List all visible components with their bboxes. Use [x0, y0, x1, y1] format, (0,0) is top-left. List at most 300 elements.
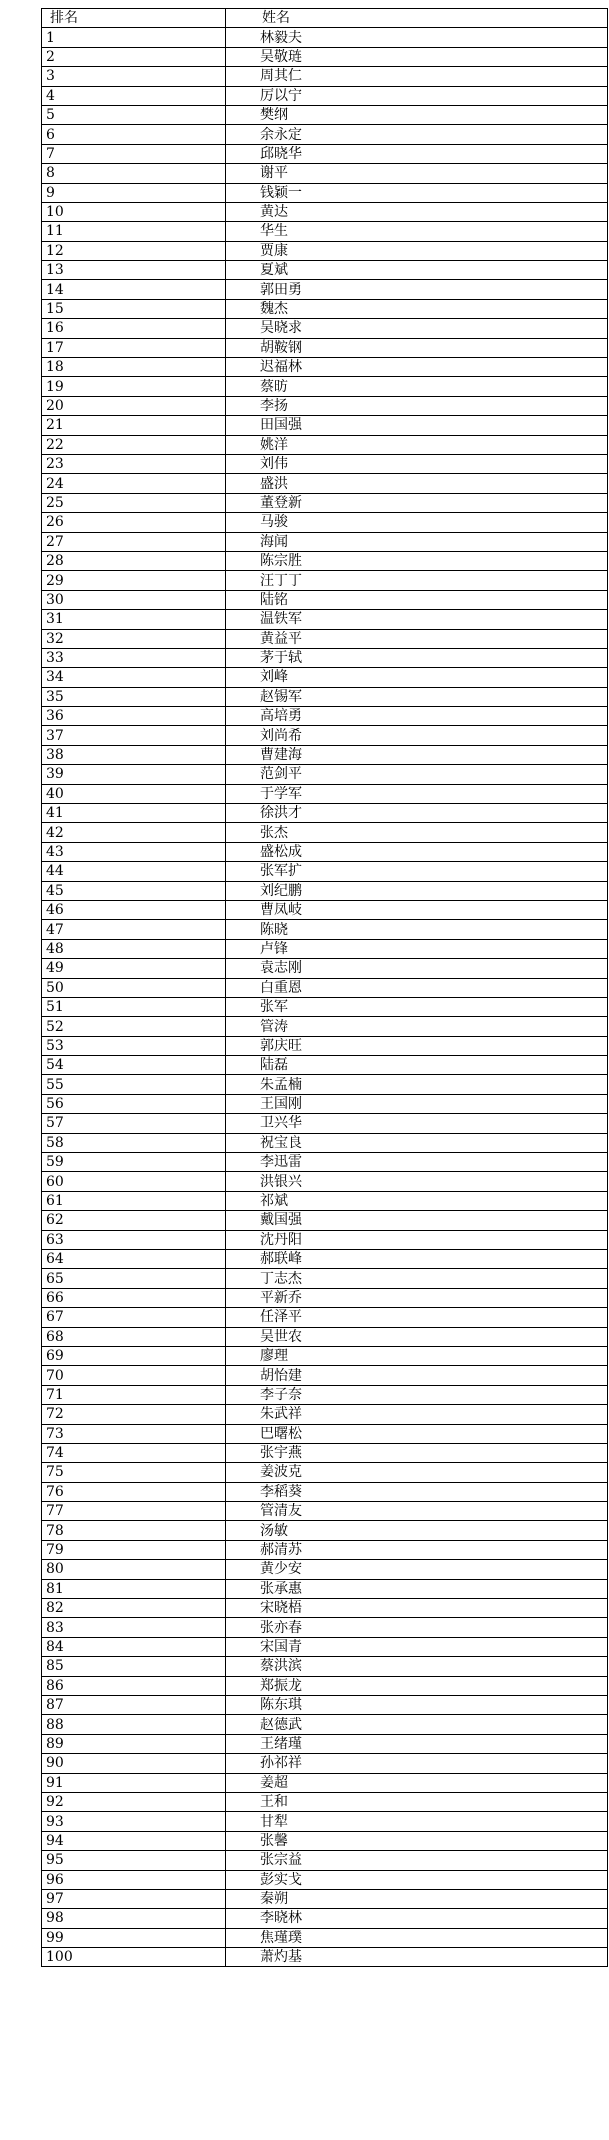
name-cell: 胡鞍钢: [226, 338, 608, 357]
name-cell: 蔡洪滨: [226, 1657, 608, 1676]
name-cell: 高培勇: [226, 707, 608, 726]
rank-cell: 47: [42, 920, 226, 939]
name-cell: 蔡昉: [226, 377, 608, 396]
name-cell: 于学军: [226, 784, 608, 803]
name-cell: 魏杰: [226, 299, 608, 318]
table-row: [42, 1831, 608, 1850]
table-row: [42, 648, 608, 667]
rank-cell: 13: [42, 261, 226, 280]
table-row: [42, 396, 608, 415]
table-row: [42, 881, 608, 900]
name-cell: 平新乔: [226, 1288, 608, 1307]
name-cell: 焦瑾璞: [226, 1928, 608, 1947]
table-row: [42, 1230, 608, 1249]
rank-cell: 9: [42, 183, 226, 202]
rank-cell: 98: [42, 1909, 226, 1928]
table-row: [42, 1172, 608, 1191]
rank-cell: 8: [42, 164, 226, 183]
rank-cell: 96: [42, 1870, 226, 1889]
name-cell: 盛洪: [226, 474, 608, 493]
table-row: [42, 319, 608, 338]
table-row: [42, 1521, 608, 1540]
name-cell: 张亦春: [226, 1618, 608, 1637]
table-row: [42, 164, 608, 183]
rank-cell: 40: [42, 784, 226, 803]
rank-cell: 64: [42, 1250, 226, 1269]
table-row: [42, 261, 608, 280]
table-row: [42, 784, 608, 803]
name-cell: 茅于轼: [226, 648, 608, 667]
name-cell: 袁志刚: [226, 959, 608, 978]
rank-cell: 71: [42, 1385, 226, 1404]
table-row: [42, 435, 608, 454]
name-cell: 赵德武: [226, 1715, 608, 1734]
name-cell: 厉以宁: [226, 86, 608, 105]
table-row: [42, 28, 608, 47]
name-cell: 范剑平: [226, 765, 608, 784]
table-row: [42, 1909, 608, 1928]
rank-cell: 70: [42, 1366, 226, 1385]
table-row: [42, 1017, 608, 1036]
name-cell: 朱孟楠: [226, 1075, 608, 1094]
rank-cell: 19: [42, 377, 226, 396]
table-row: [42, 1424, 608, 1443]
rank-cell: 77: [42, 1502, 226, 1521]
table-row: [42, 222, 608, 241]
rank-cell: 78: [42, 1521, 226, 1540]
name-cell: 陈东琪: [226, 1695, 608, 1714]
name-cell: 卫兴华: [226, 1114, 608, 1133]
table-row: [42, 571, 608, 590]
table-row: [42, 1792, 608, 1811]
table-row: [42, 183, 608, 202]
name-cell: 祁斌: [226, 1191, 608, 1210]
name-cell: 郑振龙: [226, 1676, 608, 1695]
name-cell: 黄少安: [226, 1560, 608, 1579]
table-row: [42, 590, 608, 609]
name-cell: 张军: [226, 997, 608, 1016]
name-cell: 黄益平: [226, 629, 608, 648]
rank-cell: 39: [42, 765, 226, 784]
table-row: [42, 1075, 608, 1094]
rank-cell: 30: [42, 590, 226, 609]
table-row: [42, 939, 608, 958]
rank-cell: 81: [42, 1579, 226, 1598]
table-row: [42, 1308, 608, 1327]
table-row: [42, 1502, 608, 1521]
table-row: [42, 1657, 608, 1676]
rank-cell: 49: [42, 959, 226, 978]
rank-cell: 76: [42, 1482, 226, 1501]
rank-cell: 34: [42, 668, 226, 687]
table-row: [42, 1133, 608, 1152]
name-cell: 曹建海: [226, 745, 608, 764]
rank-cell: 23: [42, 454, 226, 473]
rank-cell: 95: [42, 1851, 226, 1870]
table-row: [42, 1695, 608, 1714]
name-cell: 徐洪才: [226, 804, 608, 823]
rank-cell: 52: [42, 1017, 226, 1036]
table-row: [42, 997, 608, 1016]
table-row: [42, 1366, 608, 1385]
table-row: [42, 125, 608, 144]
rank-cell: 48: [42, 939, 226, 958]
name-cell: 王绪瑾: [226, 1734, 608, 1753]
table-row: [42, 47, 608, 66]
rank-cell: 37: [42, 726, 226, 745]
rank-cell: 18: [42, 358, 226, 377]
rank-cell: 61: [42, 1191, 226, 1210]
rank-cell: 2: [42, 47, 226, 66]
rank-cell: 93: [42, 1812, 226, 1831]
table-row: [42, 1812, 608, 1831]
rank-cell: 27: [42, 532, 226, 551]
rank-cell: 75: [42, 1463, 226, 1482]
rank-cell: 58: [42, 1133, 226, 1152]
table-row: [42, 823, 608, 842]
name-cell: 姜波克: [226, 1463, 608, 1482]
rank-cell: 62: [42, 1211, 226, 1230]
name-cell: 樊纲: [226, 105, 608, 124]
name-cell: 谢平: [226, 164, 608, 183]
table-row: [42, 726, 608, 745]
name-cell: 周其仁: [226, 67, 608, 86]
rank-cell: 85: [42, 1657, 226, 1676]
table-row: [42, 668, 608, 687]
name-cell: 刘峰: [226, 668, 608, 687]
table-row: [42, 1327, 608, 1346]
rank-cell: 50: [42, 978, 226, 997]
table-row: [42, 1870, 608, 1889]
table-row: [42, 299, 608, 318]
rank-cell: 72: [42, 1405, 226, 1424]
table-row: [42, 804, 608, 823]
table-row: [42, 1676, 608, 1695]
rank-cell: 89: [42, 1734, 226, 1753]
rank-cell: 79: [42, 1540, 226, 1559]
name-cell: 林毅夫: [226, 28, 608, 47]
table-row: [42, 454, 608, 473]
name-cell: 张杰: [226, 823, 608, 842]
rank-cell: 11: [42, 222, 226, 241]
rank-cell: 87: [42, 1695, 226, 1714]
rank-cell: 20: [42, 396, 226, 415]
name-cell: 贾康: [226, 241, 608, 260]
header-row: [42, 9, 608, 28]
name-cell: 刘纪鹏: [226, 881, 608, 900]
table-row: [42, 416, 608, 435]
rank-cell: 1: [42, 28, 226, 47]
table-header: [42, 9, 608, 28]
name-cell: 陈晓: [226, 920, 608, 939]
name-cell: 祝宝良: [226, 1133, 608, 1152]
rank-cell: 5: [42, 105, 226, 124]
table-row: [42, 1754, 608, 1773]
rank-cell: 10: [42, 202, 226, 221]
table-row: [42, 377, 608, 396]
rank-cell: 22: [42, 435, 226, 454]
table-row: [42, 202, 608, 221]
table-row: [42, 1579, 608, 1598]
table-row: [42, 1734, 608, 1753]
ranking-table: [41, 8, 608, 1967]
rank-cell: 63: [42, 1230, 226, 1249]
name-cell: 董登新: [226, 493, 608, 512]
table-row: [42, 532, 608, 551]
table-row: [42, 1443, 608, 1462]
table-row: [42, 610, 608, 629]
name-cell: 姜超: [226, 1773, 608, 1792]
name-cell: 张馨: [226, 1831, 608, 1850]
table-row: [42, 551, 608, 570]
table-row: [42, 978, 608, 997]
name-cell: 张宗益: [226, 1851, 608, 1870]
table-row: [42, 280, 608, 299]
name-cell: 王和: [226, 1792, 608, 1811]
table-row: [42, 1482, 608, 1501]
name-cell: 汤敏: [226, 1521, 608, 1540]
name-cell: 温铁军: [226, 610, 608, 629]
table-row: [42, 1928, 608, 1947]
rank-cell: 46: [42, 900, 226, 919]
rank-cell: 32: [42, 629, 226, 648]
name-cell: 李子奈: [226, 1385, 608, 1404]
table-row: [42, 86, 608, 105]
name-cell: 李晓林: [226, 1909, 608, 1928]
table-body: [42, 28, 608, 1967]
name-cell: 秦朔: [226, 1889, 608, 1908]
table-row: [42, 629, 608, 648]
rank-cell: 82: [42, 1599, 226, 1618]
rank-cell: 88: [42, 1715, 226, 1734]
name-cell: 廖理: [226, 1346, 608, 1365]
table-row: [42, 1288, 608, 1307]
name-cell: 田国强: [226, 416, 608, 435]
table-row: [42, 338, 608, 357]
name-cell: 李扬: [226, 396, 608, 415]
table-row: [42, 1036, 608, 1055]
name-cell: 邱晓华: [226, 144, 608, 163]
table-row: [42, 900, 608, 919]
name-cell: 刘伟: [226, 454, 608, 473]
table-row: [42, 1153, 608, 1172]
name-cell: 钱颖一: [226, 183, 608, 202]
rank-cell: 7: [42, 144, 226, 163]
rank-cell: 67: [42, 1308, 226, 1327]
name-cell: 萧灼基: [226, 1948, 608, 1967]
rank-cell: 97: [42, 1889, 226, 1908]
table-row: [42, 687, 608, 706]
rank-cell: 41: [42, 804, 226, 823]
name-cell: 盛松成: [226, 842, 608, 861]
name-cell: 宋晓梧: [226, 1599, 608, 1618]
name-cell: 郝联峰: [226, 1250, 608, 1269]
name-cell: 李迅雷: [226, 1153, 608, 1172]
name-cell: 马骏: [226, 513, 608, 532]
name-cell: 白重恩: [226, 978, 608, 997]
table-row: [42, 1405, 608, 1424]
rank-cell: 33: [42, 648, 226, 667]
rank-cell: 100: [42, 1948, 226, 1967]
rank-cell: 44: [42, 862, 226, 881]
table-row: [42, 1773, 608, 1792]
table-row: [42, 1560, 608, 1579]
rank-cell: 65: [42, 1269, 226, 1288]
name-cell: 朱武祥: [226, 1405, 608, 1424]
name-cell: 吴敬琏: [226, 47, 608, 66]
table-row: [42, 1637, 608, 1656]
rank-cell: 16: [42, 319, 226, 338]
name-cell: 海闻: [226, 532, 608, 551]
rank-cell: 6: [42, 125, 226, 144]
table-row: [42, 1618, 608, 1637]
rank-cell: 91: [42, 1773, 226, 1792]
name-cell: 曹凤岐: [226, 900, 608, 919]
table-row: [42, 144, 608, 163]
table-row: [42, 1463, 608, 1482]
rank-cell: 60: [42, 1172, 226, 1191]
table-row: [42, 67, 608, 86]
table-row: [42, 1346, 608, 1365]
rank-cell: 73: [42, 1424, 226, 1443]
table-row: [42, 707, 608, 726]
rank-cell: 80: [42, 1560, 226, 1579]
rank-cell: 83: [42, 1618, 226, 1637]
table-row: [42, 1250, 608, 1269]
rank-cell: 74: [42, 1443, 226, 1462]
rank-cell: 57: [42, 1114, 226, 1133]
rank-cell: 66: [42, 1288, 226, 1307]
rank-cell: 42: [42, 823, 226, 842]
header-rank: 排名: [42, 9, 226, 28]
name-cell: 华生: [226, 222, 608, 241]
name-cell: 宋国青: [226, 1637, 608, 1656]
rank-cell: 43: [42, 842, 226, 861]
table-row: [42, 1269, 608, 1288]
rank-cell: 38: [42, 745, 226, 764]
rank-cell: 86: [42, 1676, 226, 1695]
header-name: 姓名: [226, 9, 608, 28]
table-row: [42, 1385, 608, 1404]
name-cell: 郭田勇: [226, 280, 608, 299]
rank-cell: 54: [42, 1056, 226, 1075]
table-row: [42, 1114, 608, 1133]
rank-cell: 3: [42, 67, 226, 86]
rank-cell: 28: [42, 551, 226, 570]
name-cell: 陈宗胜: [226, 551, 608, 570]
table-row: [42, 765, 608, 784]
rank-cell: 68: [42, 1327, 226, 1346]
name-cell: 戴国强: [226, 1211, 608, 1230]
name-cell: 卢锋: [226, 939, 608, 958]
rank-cell: 15: [42, 299, 226, 318]
rank-cell: 90: [42, 1754, 226, 1773]
rank-cell: 69: [42, 1346, 226, 1365]
rank-cell: 12: [42, 241, 226, 260]
name-cell: 郝清苏: [226, 1540, 608, 1559]
name-cell: 吴世农: [226, 1327, 608, 1346]
rank-cell: 45: [42, 881, 226, 900]
rank-cell: 92: [42, 1792, 226, 1811]
name-cell: 沈丹阳: [226, 1230, 608, 1249]
rank-cell: 53: [42, 1036, 226, 1055]
name-cell: 管清友: [226, 1502, 608, 1521]
table-row: [42, 1540, 608, 1559]
name-cell: 吴晓求: [226, 319, 608, 338]
table-row: [42, 105, 608, 124]
name-cell: 余永定: [226, 125, 608, 144]
table-row: [42, 842, 608, 861]
table-row: [42, 474, 608, 493]
rank-cell: 36: [42, 707, 226, 726]
rank-cell: 51: [42, 997, 226, 1016]
name-cell: 巴曙松: [226, 1424, 608, 1443]
name-cell: 张承惠: [226, 1579, 608, 1598]
name-cell: 黄达: [226, 202, 608, 221]
name-cell: 陆磊: [226, 1056, 608, 1075]
table-row: [42, 1094, 608, 1113]
name-cell: 张宇燕: [226, 1443, 608, 1462]
rank-cell: 21: [42, 416, 226, 435]
name-cell: 郭庆旺: [226, 1036, 608, 1055]
table-row: [42, 745, 608, 764]
name-cell: 刘尚希: [226, 726, 608, 745]
name-cell: 彭实戈: [226, 1870, 608, 1889]
name-cell: 孙祁祥: [226, 1754, 608, 1773]
name-cell: 汪丁丁: [226, 571, 608, 590]
rank-cell: 26: [42, 513, 226, 532]
table-row: [42, 358, 608, 377]
rank-cell: 4: [42, 86, 226, 105]
table-row: [42, 1211, 608, 1230]
name-cell: 任泽平: [226, 1308, 608, 1327]
name-cell: 丁志杰: [226, 1269, 608, 1288]
rank-cell: 24: [42, 474, 226, 493]
table-row: [42, 1948, 608, 1967]
table-row: [42, 959, 608, 978]
table-row: [42, 241, 608, 260]
name-cell: 姚洋: [226, 435, 608, 454]
name-cell: 王国刚: [226, 1094, 608, 1113]
name-cell: 迟福林: [226, 358, 608, 377]
table-row: [42, 1056, 608, 1075]
name-cell: 张军扩: [226, 862, 608, 881]
rank-cell: 99: [42, 1928, 226, 1947]
table-row: [42, 513, 608, 532]
name-cell: 甘犁: [226, 1812, 608, 1831]
rank-cell: 55: [42, 1075, 226, 1094]
name-cell: 洪银兴: [226, 1172, 608, 1191]
table-row: [42, 1715, 608, 1734]
rank-cell: 56: [42, 1094, 226, 1113]
rank-cell: 14: [42, 280, 226, 299]
table-row: [42, 1599, 608, 1618]
table-row: [42, 862, 608, 881]
table-row: [42, 920, 608, 939]
name-cell: 陆铭: [226, 590, 608, 609]
name-cell: 李稻葵: [226, 1482, 608, 1501]
table-row: [42, 1851, 608, 1870]
table-row: [42, 1191, 608, 1210]
table-row: [42, 1889, 608, 1908]
rank-cell: 25: [42, 493, 226, 512]
rank-cell: 29: [42, 571, 226, 590]
name-cell: 管涛: [226, 1017, 608, 1036]
name-cell: 赵锡军: [226, 687, 608, 706]
rank-cell: 59: [42, 1153, 226, 1172]
rank-cell: 35: [42, 687, 226, 706]
name-cell: 胡怡建: [226, 1366, 608, 1385]
